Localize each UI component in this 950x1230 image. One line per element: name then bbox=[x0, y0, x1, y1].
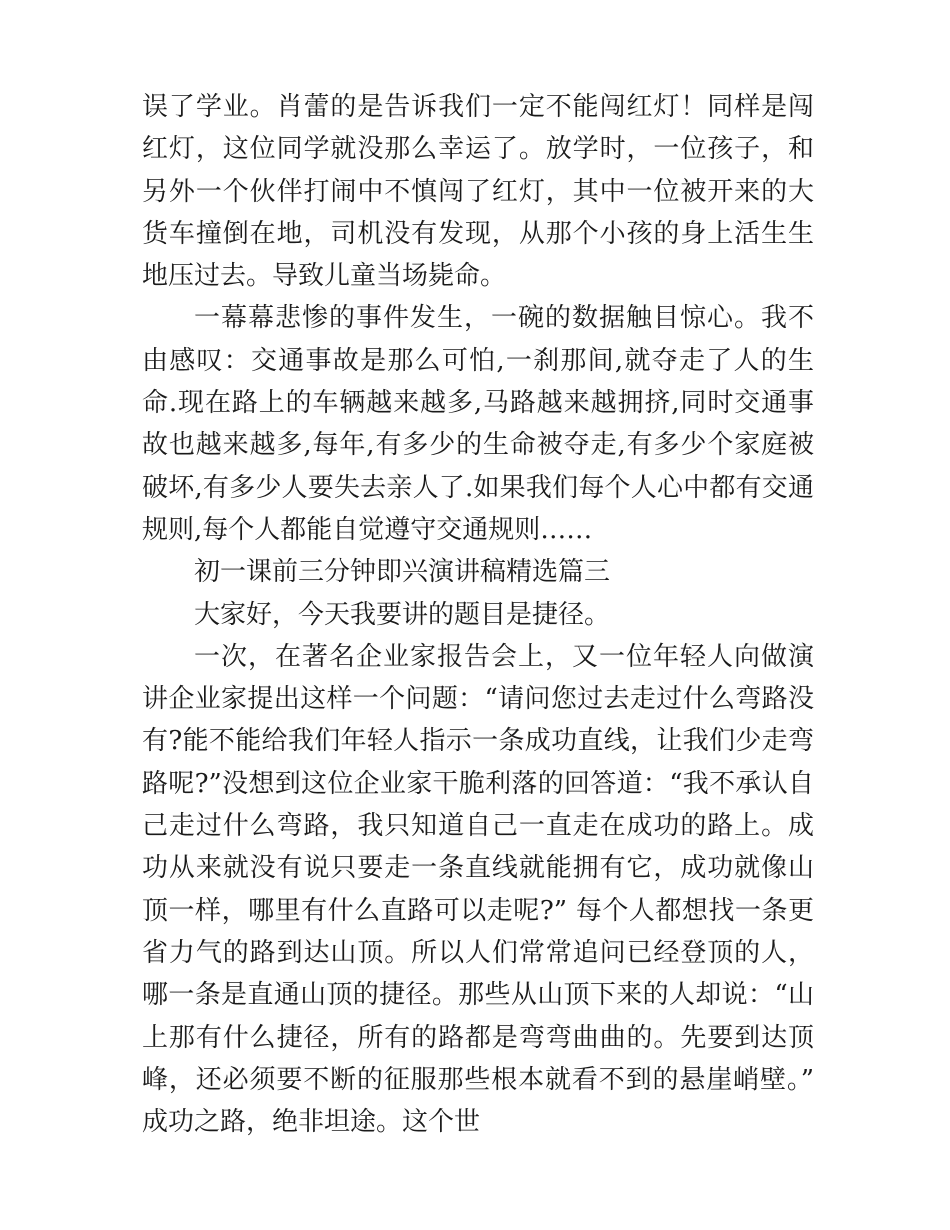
paragraph: 一次，在著名企业家报告会上，又一位年轻人向做演讲企业家提出这样一个问题：“请问您过去走过什么弯路没有?能不能给我们年轻人指示一条成功直线，让我们少走弯路呢?”没想到这位企业家干脆利落的回答道：“我不承认自己走过什么弯路，我只知道自己一直走在成功的路上。成功从来就没有说只要走一条直线就能拥有它，成功就像山顶一样，哪里有什么直路可以走呢?” 每个人都想找一条更省力气的路到达山顶。所以人们常常追问已经登顶的人，哪一条是直通山顶的捷径。那些从山顶下来的人却说：“山上那有什么捷径，所有的路都是弯弯曲曲的。先要到达顶峰，还必须要不断的征服那些根本就看不到的悬崖峭壁。” 成功之路，绝非坦途。这个世 bbox=[142, 641, 814, 1138]
section-heading: 初一课前三分钟即兴演讲稿精选篇三 bbox=[194, 557, 611, 588]
paragraph: 大家好，今天我要讲的题目是捷径。 bbox=[194, 599, 611, 630]
paragraph: 误了学业。肖蕾的是告诉我们一定不能闯红灯！同样是闯红灯，这位同学就没那么幸运了。放学时，一位孩子，和另外一个伙伴打闹中不慎闯了红灯，其中一位被开来的大货车撞倒在地，司机没有发现，从那个小孩的身上活生生地压过去。导致儿童当场毙命。 bbox=[142, 92, 814, 292]
document-body bbox=[142, 86, 814, 1143]
paragraph: 一幕幕悲惨的事件发生，一碗的数据触目惊心。我不由感叹：交通事故是那么可怕,一刹那间,就夺走了人的生命.现在路上的车辆越来越多,马路越来越拥挤,同时交通事故也越来越多,每年,有多少的生命被夺走,有多少个家庭被破坏,有多少人要失去亲人了.如果我们每个人心中都有交通规则,每个人都能自觉遵守交通规则…… bbox=[142, 303, 814, 545]
